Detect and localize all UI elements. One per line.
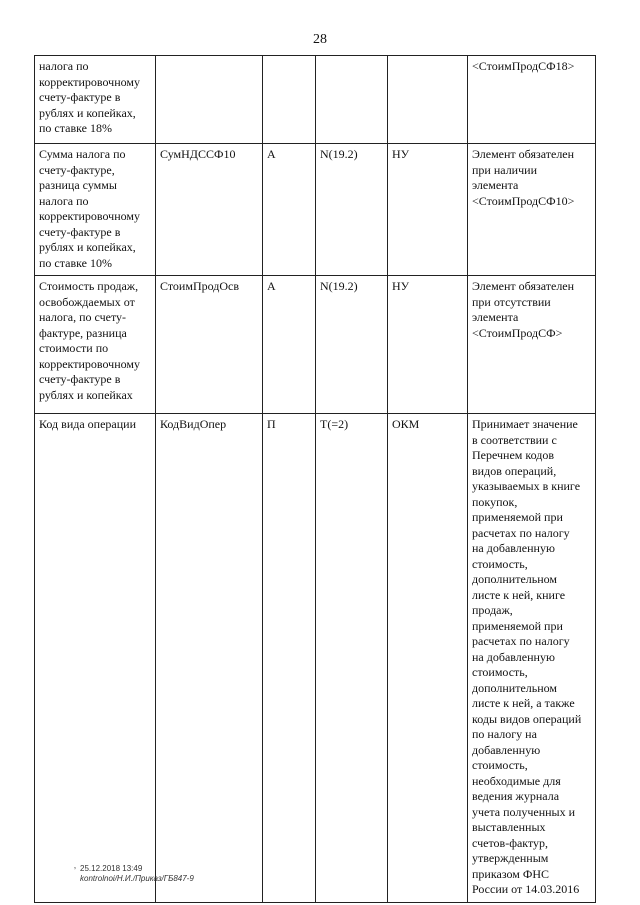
element-note-cell-line: приказом ФНС [472, 866, 550, 881]
element-note-cell [468, 414, 596, 903]
element-note-cell [468, 144, 596, 276]
element-format-cell: N(19.2) [316, 144, 388, 276]
element-name-cell-line: счету-фактуре в [39, 372, 121, 386]
element-note-cell-line: добавленную [472, 742, 541, 757]
table-row [35, 144, 596, 276]
element-note-cell-line: утвержденным [472, 851, 549, 865]
element-required-cell [388, 56, 468, 144]
element-name-cell [35, 56, 156, 144]
stamp-mark-icon: ʼ [74, 866, 76, 876]
spec-table-body [35, 56, 596, 903]
table-row [35, 56, 596, 144]
element-note-cell-line: выставленных [472, 820, 546, 834]
element-note-cell-line: Принимает значение [472, 417, 578, 431]
element-note-cell-line: стоимость, [472, 758, 528, 772]
element-name-cell-line: Код вида операции [39, 417, 137, 431]
element-note-cell-line: листе к ней, книге [472, 587, 566, 602]
element-note-cell-line: в соответствии с [472, 432, 557, 447]
table-row [35, 276, 596, 414]
element-name-cell-line: счету-фактуре, [39, 162, 115, 177]
element-format-cell: T(=2) [316, 414, 388, 903]
footer-timestamp: 25.12.2018 13:49 [80, 864, 143, 873]
element-name-cell-line: рублях и копейках, [39, 240, 136, 254]
element-name-cell-line: освобождаемых от [39, 294, 135, 309]
element-note-cell-line: необходимые для [472, 773, 561, 788]
element-note-cell-line: продаж, [472, 603, 513, 617]
element-note-cell-line: элемента [472, 310, 519, 324]
element-type-cell: П [263, 414, 316, 903]
element-type-cell: А [263, 144, 316, 276]
table-row [35, 414, 596, 903]
element-note-cell-line: учета полученных и [472, 804, 576, 819]
element-note-cell-line: Перечнем кодов [472, 448, 555, 462]
element-type-cell: А [263, 276, 316, 414]
element-name-cell-line: корректировочному [39, 74, 140, 89]
element-note-cell-line: листе к ней, а также [472, 696, 575, 710]
element-code-cell [156, 56, 263, 144]
element-note-cell-line: <СтоимПродСФ10> [472, 193, 575, 208]
element-required-cell: ОКМ [388, 414, 468, 903]
spec-table [34, 55, 596, 903]
element-note-cell [468, 276, 596, 414]
page-number: 28 [313, 32, 327, 47]
element-note-cell-line: счетов-фактур, [472, 835, 549, 850]
element-note-cell-line: дополнительном [472, 680, 558, 695]
footer-stamp [74, 864, 194, 884]
footer-doc-ref: kontrolnoi/Н.И./Приказ/ГБ847-9 [80, 874, 194, 883]
element-code-cell: СумНДССФ10 [156, 144, 263, 276]
element-note-cell-line: ведения журнала [472, 789, 560, 803]
element-note-cell-line: элемента [472, 178, 519, 192]
element-name-cell-line: налога по [39, 59, 89, 73]
element-note-cell-line: <СтоимПродСФ18> [472, 59, 575, 73]
element-note-cell-line: указываемых в книге [472, 479, 581, 493]
element-name-cell [35, 276, 156, 414]
element-note-cell-line: Элемент обязателен [472, 147, 575, 161]
element-note-cell-line: стоимость, [472, 556, 528, 571]
element-note-cell [468, 56, 596, 144]
element-name-cell-line: по ставке 18% [39, 121, 112, 135]
element-format-cell: N(19.2) [316, 276, 388, 414]
element-name-cell-line: корректировочному [39, 209, 140, 223]
element-name-cell-line: разница суммы [39, 178, 117, 192]
element-name-cell-line: фактуре, разница [39, 325, 127, 340]
element-name-cell-line: рублях и копейках [39, 387, 133, 402]
element-name-cell-line: налога, по счету- [39, 310, 127, 324]
element-name-cell [35, 144, 156, 276]
element-note-cell-line: коды видов операций [472, 711, 582, 726]
element-format-cell [316, 56, 388, 144]
element-note-cell-line: по налогу на [472, 727, 537, 741]
element-note-cell-line: при отсутствии [472, 294, 551, 309]
element-name-cell-line: по ставке 10% [39, 255, 112, 270]
element-note-cell-line: покупок, [472, 494, 518, 509]
element-note-cell-line: <СтоимПродСФ> [472, 325, 563, 340]
element-note-cell-line: применяемой при [472, 510, 563, 524]
element-code-cell: КодВидОпер [156, 414, 263, 903]
element-note-cell-line: при наличии [472, 162, 537, 177]
element-name-cell-line: Сумма налога по [39, 147, 126, 161]
element-name-cell-line: стоимости по [39, 341, 109, 355]
element-name-cell-line: корректировочному [39, 356, 140, 371]
element-note-cell-line: Элемент обязателен [472, 279, 575, 293]
element-note-cell-line: расчетах по налогу [472, 634, 570, 648]
element-note-cell-line: на добавленную [472, 649, 555, 664]
element-required-cell: НУ [388, 144, 468, 276]
element-name-cell-line: счету-фактуре в [39, 90, 121, 104]
element-note-cell-line: на добавленную [472, 541, 555, 555]
element-name-cell-line: счету-фактуре в [39, 224, 121, 239]
element-name-cell-line: Стоимость продаж, [39, 279, 139, 293]
element-name-cell [35, 414, 156, 903]
element-note-cell-line: стоимость, [472, 665, 528, 679]
element-note-cell-line: применяемой при [472, 618, 563, 633]
element-note-cell-line: России от 14.03.2016 [472, 882, 580, 896]
element-name-cell-line: рублях и копейках, [39, 105, 136, 120]
element-name-cell-line: налога по [39, 193, 89, 208]
element-required-cell: НУ [388, 276, 468, 414]
element-code-cell: СтоимПродОсв [156, 276, 263, 414]
element-note-cell-line: дополнительном [472, 572, 558, 586]
element-type-cell [263, 56, 316, 144]
element-note-cell-line: видов операций, [472, 463, 557, 478]
element-note-cell-line: расчетах по налогу [472, 525, 570, 540]
